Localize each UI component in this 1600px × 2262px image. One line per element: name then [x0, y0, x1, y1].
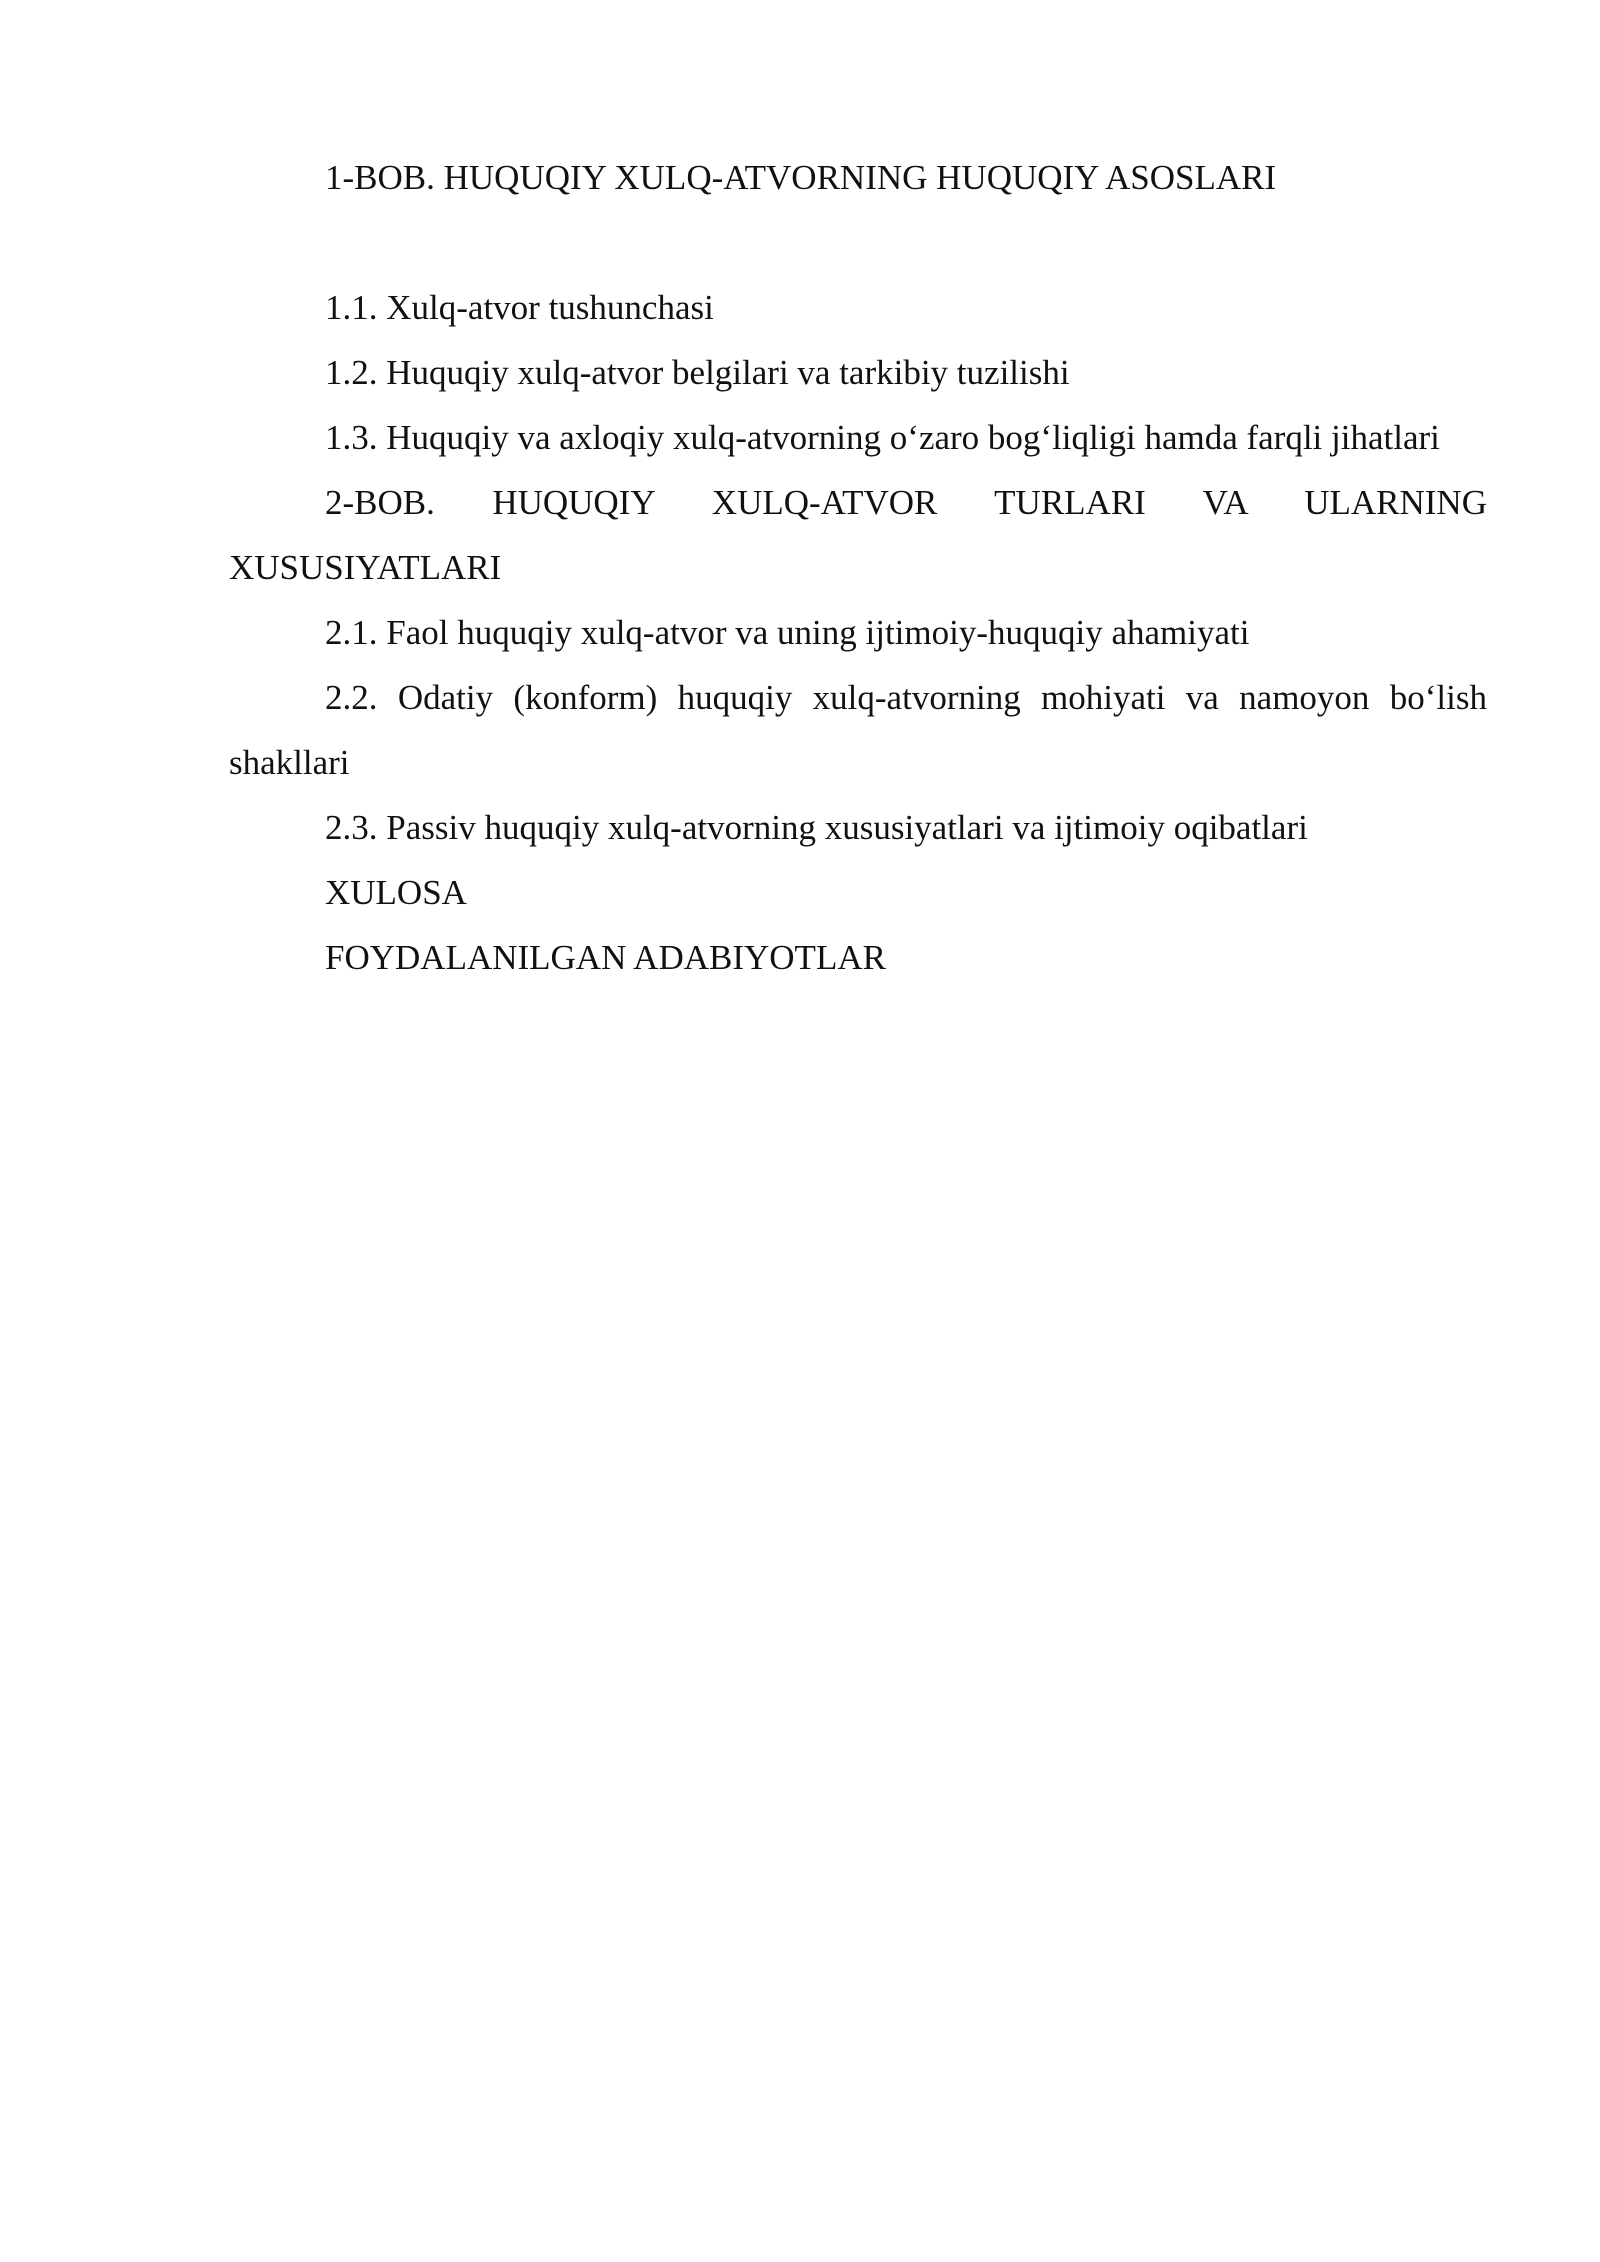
toc-item-2-3: 2.3. Passiv huquqiy xulq-atvorning xususiyatlari va ijtimoiy oqibatlari	[325, 808, 1308, 847]
chapter-2-heading: 2-BOB. HUQUQIY XULQ-ATVOR TURLARI VA ULARNING XUSUSIYATLARI	[229, 483, 1487, 587]
toc-item-references: FOYDALANILGAN ADABIYOTLAR	[325, 938, 886, 977]
chapter-1-heading: 1-BOB. HUQUQIY XULQ-ATVORNING HUQUQIY ASOSLARI	[325, 158, 1277, 197]
toc-item-2-2: 2.2. Odatiy (konform) huquqiy xulq-atvorning mohiyati va namoyon bo‘lish shakllari	[229, 678, 1487, 782]
table-of-contents	[229, 145, 1487, 990]
toc-item-conclusion: XULOSA	[325, 873, 467, 912]
toc-item-2-1: 2.1. Faol huquqiy xulq-atvor va uning ijtimoiy-huquqiy ahamiyati	[325, 613, 1250, 652]
toc-item-1-1: 1.1. Xulq-atvor tushunchasi	[325, 288, 714, 327]
toc-item-1-3: 1.3. Huquqiy va axloqiy xulq-atvorning o‘zaro bog‘liqligi hamda farqli jihatlari	[325, 418, 1440, 457]
toc-item-1-2: 1.2. Huquqiy xulq-atvor belgilari va tarkibiy tuzilishi	[325, 353, 1070, 392]
